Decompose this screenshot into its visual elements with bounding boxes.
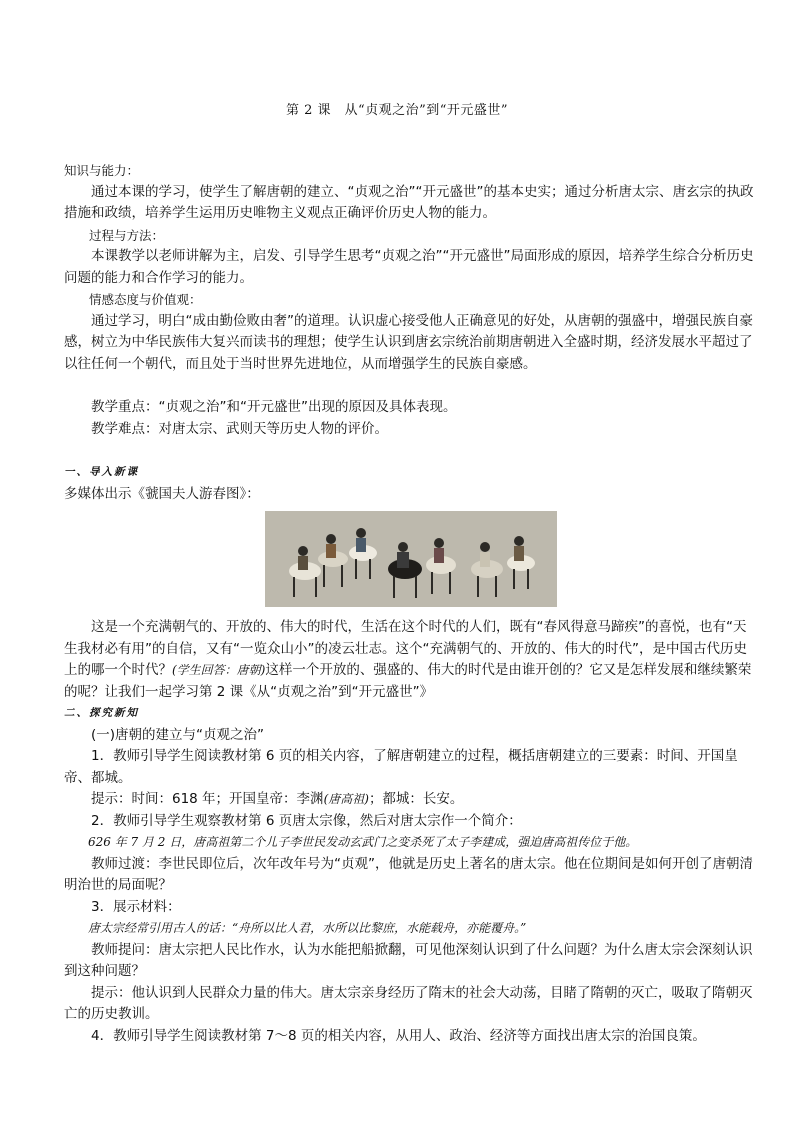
painting-image (265, 511, 557, 607)
difficulty-point: 教学难点：对唐太宗、武则天等历史人物的评价。 (91, 420, 388, 437)
hint-3: 提示：他认识到人民群众力量的伟大。唐太宗亲身经历了隋末的社会大动荡，目睹了隋朝的灭亡，吸取了隋朝灭亡的历史教训。 (64, 984, 753, 1022)
lesson-body (64, 160, 758, 1047)
hint-1-a: 提示：时间：618 年；开国皇帝：李渊 (91, 791, 324, 807)
material-quote: 唐太宗经常引用古人的话：“舟所以比人君，水所以比黎庶，水能载舟，亦能覆舟。” (88, 921, 527, 935)
teacher-question: 教师提问：唐太宗把人民比作水，认为水能把船掀翻，可见他深刻认识到了什么问题？为什么唐太宗会深刻认识到这种问题？ (64, 941, 753, 979)
emotion-heading: 情感态度与价值观： (89, 292, 202, 307)
item-1: 1．教师引导学生阅读教材第 6 页的相关内容，了解唐朝建立的过程，概括唐朝建立的三要素：时间、开国皇帝、都城。 (64, 748, 738, 786)
hint-1-b: (唐高祖) (323, 792, 369, 806)
intro-paragraph (64, 617, 758, 703)
hint-1-c: ；都城：长安。 (368, 791, 464, 807)
item-4: 4．教师引导学生阅读教材第 7～8 页的相关内容，从用人、政治、经济等方面找出唐太宗的治国良策。 (91, 1027, 706, 1044)
knowledge-heading: 知识与能力： (64, 163, 140, 178)
key-point: 教学重点：“贞观之治”和“开元盛世”出现的原因及具体表现。 (91, 399, 457, 415)
media-line: 多媒体出示《虢国夫人游春图》： (64, 485, 260, 502)
process-heading: 过程与方法： (89, 227, 165, 243)
teacher-transition: 教师过渡：李世民即位后，次年改年号为“贞观”，他就是历史上著名的唐太宗。他在位期间是如何开创了唐朝清明治世的局面呢？ (64, 855, 753, 893)
intro-paragraph-main: 这是一个充满朝气的、开放的、伟大的时代，生活在这个时代的人们，既有“春风得意马蹄疾”的喜悦，也有“天生我材必有用”的自信，又有“一览众山小”的凌云壮志。这个“充满朝气的、开放的、伟大的时代”，是中国古代历史上的哪一个时代？ (64, 619, 747, 678)
item-2: 2．教师引导学生观察教材第 6 页唐太宗像，然后对唐太宗作一个简介： (91, 812, 522, 829)
item-3: 3．展示材料： (91, 898, 181, 915)
item-2-detail: 626 年 7 月 2 日，唐高祖第二个儿子李世民发动玄武门之变杀死了太子李建成，强迫唐高祖传位于他。 (88, 835, 638, 849)
intro-paragraph-end: 这样一个开放的、强盛的、伟大的时代是由谁开创的？它又是怎样发展和继续繁荣的呢？让我们一起学习第 2 课《从“贞观之治”到“开元盛世”》 (64, 662, 752, 700)
hint-1 (64, 789, 758, 811)
knowledge-text: 通过本课的学习，使学生了解唐朝的建立、“贞观之治”“开元盛世”的基本史实；通过分析唐太宗、唐玄宗的执政措施和政绩，培养学生运用历史唯物主义观点正确评价历史人物的能力。 (64, 183, 754, 221)
explore-heading: 二、探究新知 (64, 707, 139, 719)
subsection-1-heading: (一)唐朝的建立与“贞观之治” (91, 726, 265, 743)
process-text: 本课教学以老师讲解为主，启发、引导学生思考“贞观之治”“开元盛世”局面形成的原因，培养学生综合分析历史问题的能力和合作学习的能力。 (64, 248, 754, 286)
emotion-text: 通过学习，明白“成由勤俭败由奢”的道理。认识虚心接受他人正确意见的好处，从唐朝的强盛中，增强民族自豪感，树立为中华民族伟大复兴而读书的理想；使学生认识到唐玄宗统治前期唐朝进入全盛时期，经济发展水平超过了以往任何一个朝代，而且处于当时世界先进地位，从而增强学生的民族自豪感。 (64, 312, 753, 372)
lesson-title: 第 2 课 从“贞观之治”到“开元盛世” (285, 103, 509, 118)
student-answer: (学生回答：唐朝) (172, 663, 266, 677)
painting-figure (64, 511, 758, 607)
horse-riders-illustration (265, 511, 557, 607)
intro-heading: 一、导入新课 (64, 466, 139, 478)
